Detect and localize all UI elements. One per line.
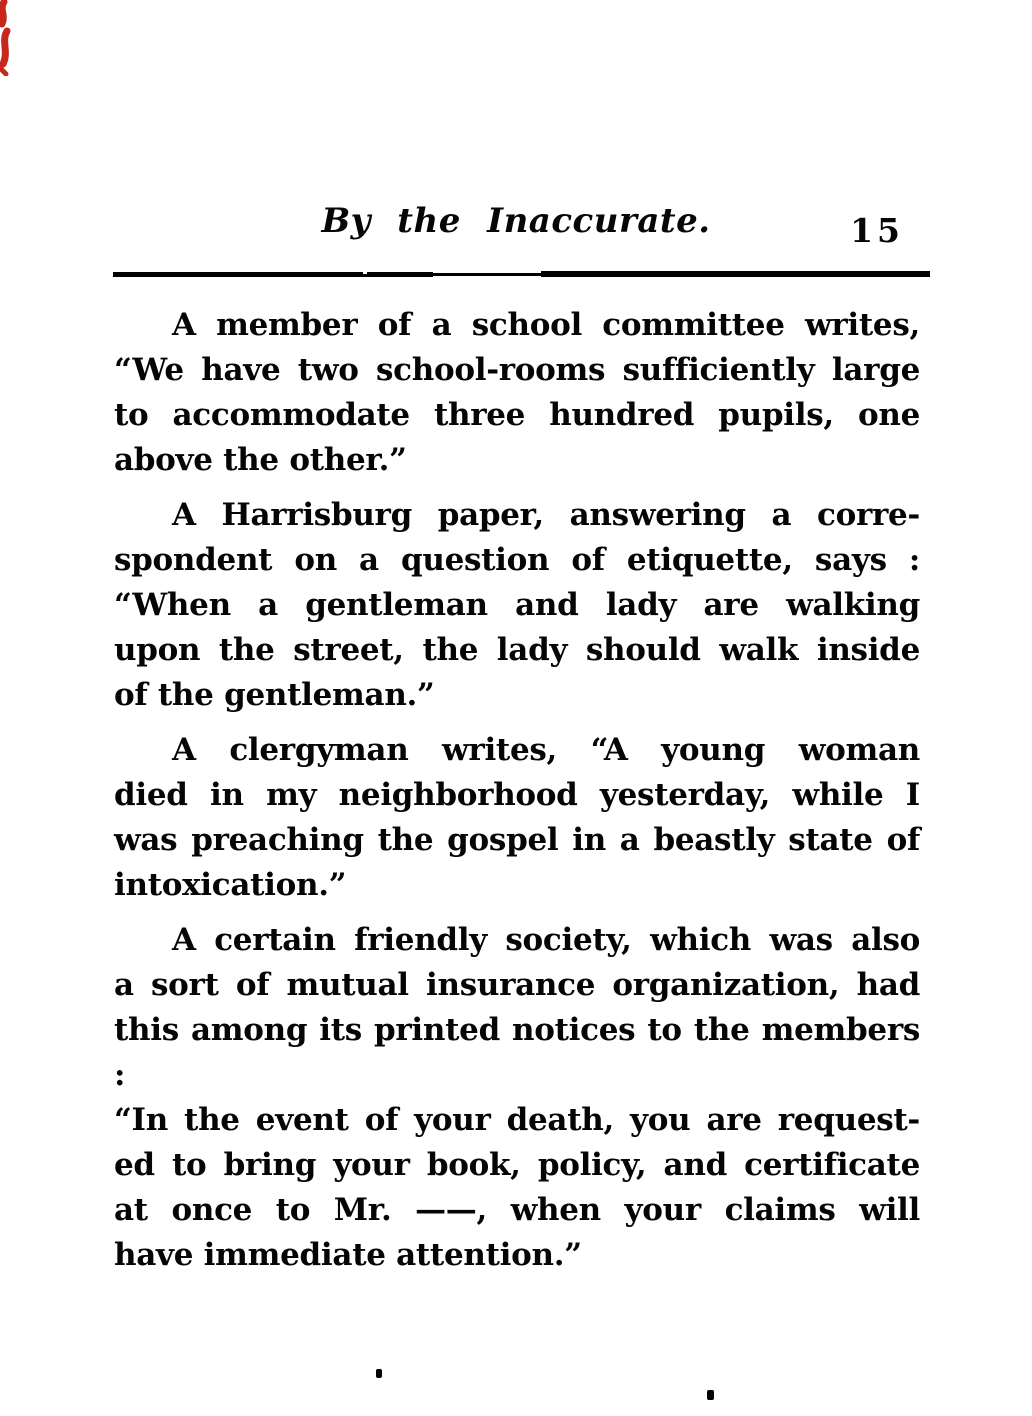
text-line: A clergyman writes, “A young woman xyxy=(172,732,920,768)
text-line: A member of a school committee writes, xyxy=(172,307,920,343)
text-line: have immediate attention.” xyxy=(114,1237,582,1273)
text-line: upon the street, the lady should walk inside xyxy=(114,632,920,668)
text-line: of the gentleman.” xyxy=(114,677,435,713)
text-line: this among its printed notices to the members : xyxy=(114,1012,920,1093)
text-line: a sort of mutual insurance organization, had xyxy=(114,967,920,1003)
text-line: intoxication.” xyxy=(114,867,347,903)
paragraph xyxy=(114,918,920,1278)
text-line: spondent on a question of etiquette, says : xyxy=(114,542,920,578)
rule-nick xyxy=(363,272,367,274)
text-line: A certain friendly society, which was also xyxy=(172,922,920,958)
text-line: “When a gentleman and lady are walking xyxy=(114,587,920,623)
text-line: ed to bring your book, policy, and certificate xyxy=(114,1147,920,1183)
scan-speck xyxy=(707,1390,714,1400)
text-line: at once to Mr. ——, when your claims will xyxy=(114,1192,920,1228)
paragraph xyxy=(114,493,920,718)
body-text xyxy=(114,303,920,1278)
red-ink-mark xyxy=(0,0,23,76)
paragraph xyxy=(114,303,920,483)
text-line: above the other.” xyxy=(114,442,407,478)
text-line: A Harrisburg paper, answering a corre- xyxy=(172,497,920,533)
rule-segment xyxy=(541,271,930,277)
text-line: “In the event of your death, you are request- xyxy=(114,1102,920,1138)
rule-segment xyxy=(431,273,543,276)
header-rule xyxy=(113,271,930,278)
text-line: to accommodate three hundred pupils, one xyxy=(114,397,920,433)
paragraph xyxy=(114,728,920,908)
text-line: “We have two school-rooms sufficiently large xyxy=(114,352,920,388)
text-line: died in my neighborhood yesterday, while I xyxy=(114,777,920,813)
rule-segment xyxy=(113,272,433,277)
page-number: 15 xyxy=(850,211,904,250)
scan-speck xyxy=(376,1369,382,1378)
running-head-title: By the Inaccurate. xyxy=(321,201,711,241)
text-line: was preaching the gospel in a beastly state of xyxy=(114,822,920,858)
